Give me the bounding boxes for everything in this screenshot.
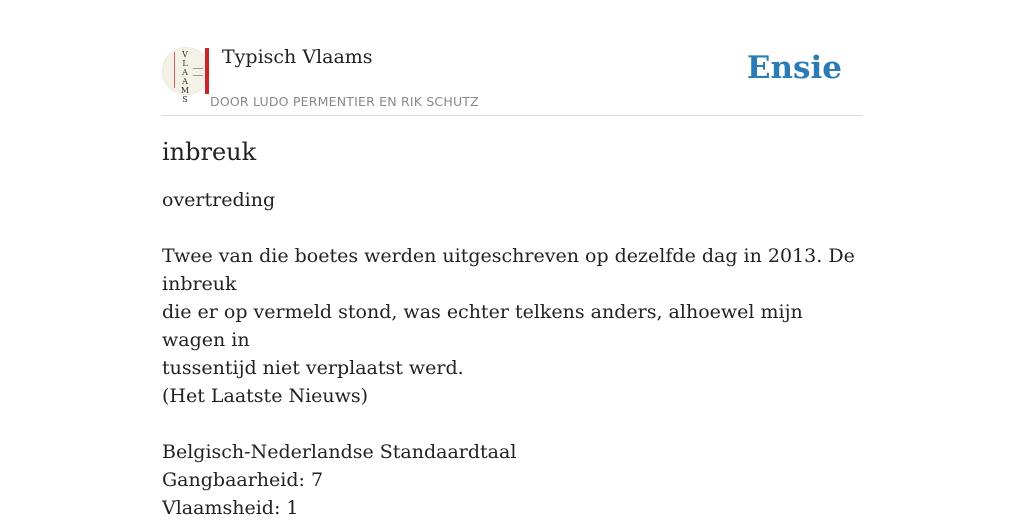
example-line: tussentijd niet verplaatst werd. [162, 357, 464, 379]
spacer [162, 214, 862, 242]
vlaamsheid-score: Vlaamsheid: 1 [162, 497, 299, 519]
logo-detail [193, 68, 203, 76]
language-variant: Belgisch-Nederlandse Standaardtaal [162, 441, 517, 463]
site-title[interactable]: Typisch Vlaams [222, 46, 373, 68]
entry-card [162, 40, 862, 522]
logo-spine [205, 48, 209, 94]
book-cover-logo[interactable] [162, 47, 210, 104]
authors-byline: DOOR LUDO PERMENTIER EN RIK SCHUTZ [210, 94, 479, 109]
term-title: inbreuk [162, 138, 257, 166]
header [162, 40, 862, 116]
example-line: die er op vermeld stond, was echter telkens anders, alhoewel mijn wagen in [162, 301, 803, 351]
logo-red-line [174, 52, 175, 88]
logo-letters: V L A A M S [180, 50, 190, 104]
entry-content [162, 186, 862, 522]
example-source: (Het Laatste Nieuws) [162, 385, 369, 407]
gangbaarheid-score: Gangbaarheid: 7 [162, 469, 324, 491]
ensie-brand-link[interactable]: Ensie [746, 50, 842, 86]
definition: overtreding [162, 189, 276, 211]
spacer [162, 410, 862, 438]
example-line: Twee van die boetes werden uitgeschreven op dezelfde dag in 2013. De inbreuk [162, 245, 855, 295]
